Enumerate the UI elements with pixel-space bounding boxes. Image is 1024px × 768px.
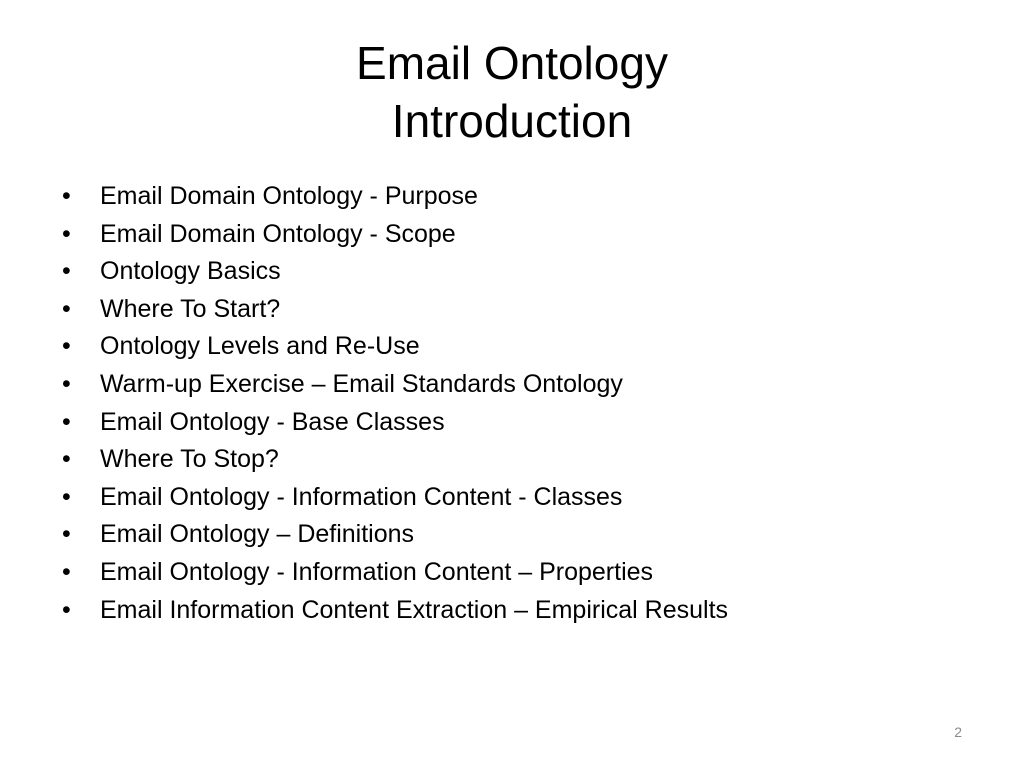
bullet-item (62, 479, 962, 517)
bullet-icon: • (62, 407, 71, 436)
bullet-icon: • (62, 482, 71, 511)
bullet-item (62, 178, 962, 216)
bullet-icon: • (62, 595, 71, 624)
bullet-list (62, 178, 962, 629)
bullet-text: Warm-up Exercise – Email Standards Ontology (100, 369, 623, 398)
bullet-icon: • (62, 332, 71, 361)
bullet-item (62, 554, 962, 592)
bullet-text: Email Ontology – Definitions (100, 520, 415, 549)
bullet-item (62, 291, 962, 329)
bullet-text: Email Ontology - Information Content - Classes (100, 482, 623, 511)
bullet-item (62, 404, 962, 442)
bullet-icon: • (62, 520, 71, 549)
bullet-text: Email Domain Ontology - Scope (100, 219, 456, 248)
bullet-item (62, 328, 962, 366)
bullet-item (62, 592, 962, 630)
bullet-text: Email Domain Ontology - Purpose (100, 182, 478, 210)
slide-title-line-2: Introduction (391, 95, 633, 147)
bullet-icon: • (62, 369, 71, 398)
bullet-text: Email Ontology - Information Content – Properties (100, 557, 654, 586)
bullet-icon: • (62, 294, 71, 323)
slide-title-line-1: Email Ontology (356, 37, 668, 89)
slide-title (0, 34, 1024, 150)
bullet-icon: • (62, 557, 71, 586)
bullet-item (62, 516, 962, 554)
bullet-text: Where To Stop? (100, 445, 279, 474)
bullet-item (62, 216, 962, 254)
bullet-item (62, 366, 962, 404)
bullet-icon: • (62, 219, 71, 248)
bullet-text: Ontology Levels and Re-Use (100, 332, 420, 361)
bullet-text: Where To Start? (100, 294, 281, 323)
page-number: 2 (954, 724, 962, 740)
bullet-text: Email Ontology - Base Classes (100, 407, 445, 436)
bullet-icon: • (62, 257, 71, 286)
bullet-item (62, 441, 962, 479)
bullet-text: Email Information Content Extraction – Empirical Results (100, 595, 729, 624)
bullet-item (62, 253, 962, 291)
bullet-icon: • (62, 182, 71, 210)
bullet-text: Ontology Basics (100, 257, 281, 286)
bullet-icon: • (62, 445, 71, 474)
